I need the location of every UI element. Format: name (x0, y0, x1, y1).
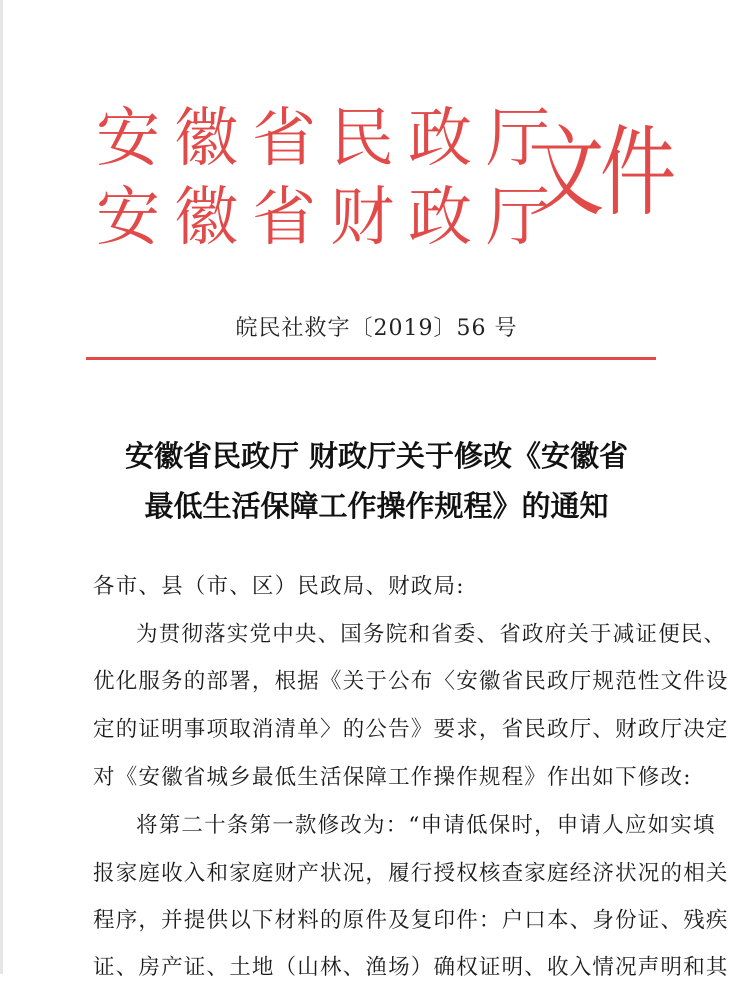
salutation: 各市、县（市、区）民政局、财政局: (93, 574, 465, 599)
body-line: 报家庭收入和家庭财产状况，履行授权核查家庭经济状况的相关 (93, 861, 729, 886)
document-number: 皖民社救字〔2019〕56 号 (235, 316, 518, 341)
red-divider-line (86, 357, 656, 360)
body-line: 证、房产证、土地（山林、渔场）确权证明、收入情况声明和其 (93, 955, 729, 980)
body-line: 优化服务的部署，根据《关于公布〈安徽省民政厅规范性文件设 (93, 669, 729, 694)
issuer-finance: 安徽省财政厅 (96, 181, 564, 255)
body-line: 定的证明事项取消清单〉的公告》要求，省民政厅、财政厅决定 (93, 717, 729, 742)
document-word: 文件 (528, 116, 672, 230)
issuer-civil-affairs: 安徽省民政厅 (96, 102, 564, 176)
notice-title-line1: 安徽省民政厅 财政厅关于修改《安徽省 (124, 439, 629, 473)
body-line: 将第二十条第一款修改为：“申请低保时，申请人应如实填 (136, 813, 716, 838)
body-line: 程序，并提供以下材料的原件及复印件：户口本、身份证、残疾 (93, 908, 729, 933)
body-line: 对《安徽省城乡最低生活保障工作操作规程》作出如下修改: (93, 765, 692, 790)
document-header (0, 0, 753, 300)
notice-title-line2: 最低生活保障工作操作规程》的通知 (144, 489, 609, 523)
body-line: 为贯彻落实党中央、国务院和省委、省政府关于减证便民、 (136, 622, 727, 647)
